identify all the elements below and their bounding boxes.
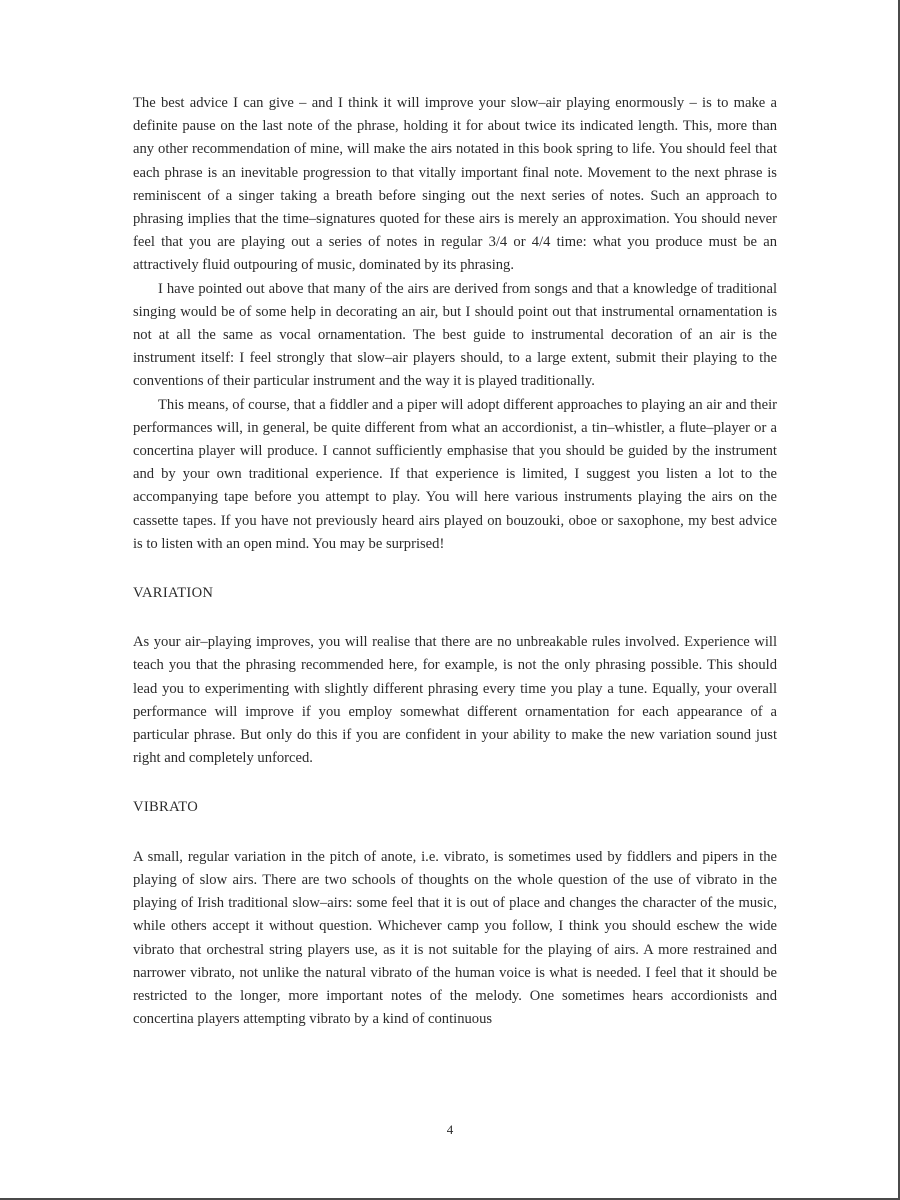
page-number: 4: [446, 1122, 454, 1137]
section-heading-variation: VARIATION: [133, 585, 214, 602]
paragraph-phrasing-pause: The best advice I can give – and I think it will improve your slow–air playing enormously – is to make a definite pause on the last note of the phrase, holding it for about twice its indicated length. This, more than any other recommendation of mine, will make the airs notated in this book spring to life. You should feel that each phrase is an inevitable progression to that vitally important final note. Movement to the next phrase is reminiscent of a singer taking a breath before singing out the next series of notes. Such an approach to phrasing implies that the time–signatures quoted for these airs is merely an approximation. You should never feel that you are playing out a series of notes in regular 3/4 or 4/4 time: what you produce must be an attractively fluid outpouring of music, dominated by its phrasing.: [133, 95, 777, 274]
paragraph-instrument-approaches: This means, of course, that a fiddler and a piper will adopt different approaches to playing an air and their performances will, in general, be quite different from what an accordionist, a tin–whistler, a flute–player or a concertina player will produce. I cannot sufficiently emphasise that you should be guided by the instrument and by your own traditional experience. If that experience is limited, I suggest you listen a lot to the accompanying tape before you attempt to play. You will here various instruments playing the airs on the cassette tapes. If you have not previously heard airs played on bouzouki, oboe or saxophone, my best advice is to listen with an open mind. You may be surprised!: [133, 396, 777, 552]
section-heading-vibrato: VIBRATO: [133, 799, 199, 816]
paragraph-variation: As your air–playing improves, you will realise that there are no unbreakable rules involved. Experience will teach you that the phrasing recommended here, for example, is not the only phrasing possible. This should lead you to experimenting with slightly different phrasing every time you play a tune. Equally, your overall performance will improve if you employ somewhat different ornamentation for each appearance of a particular phrase. But only do this if you are confident in your ability to make the new variation sound just right and completely unforced.: [133, 634, 777, 767]
paragraph-ornamentation: I have pointed out above that many of the airs are derived from songs and that a knowledge of traditional singing would be of some help in decorating an air, but I should point out that instrumental ornamentation is not at all the same as vocal ornamentation. The best guide to instrumental decoration of an air is the instrument itself: I feel strongly that slow–air players should, to a large extent, submit their playing to the conventions of their particular instrument and the way it is played traditionally.: [133, 280, 777, 390]
paragraph-vibrato: A small, regular variation in the pitch of anote, i.e. vibrato, is sometimes used by fiddlers and pipers in the playing of slow airs. There are two schools of thoughts on the whole question of the use of vibrato in the playing of Irish traditional slow–airs: some feel that it is out of place and changes the character of the music, while others accept it without question. Whichever camp you follow, I think you should eschew the wide vibrato that orchestral string players use, as it is not suitable for the playing of airs. A more restrained and narrower vibrato, not unlike the natural vibrato of the human voice is what is needed. I feel that it should be restricted to the longer, more important notes of the melody. One sometimes hears accordionists and concertina players attempting vibrato by a kind of continuous: [133, 848, 777, 1028]
page-body: [133, 92, 777, 1031]
